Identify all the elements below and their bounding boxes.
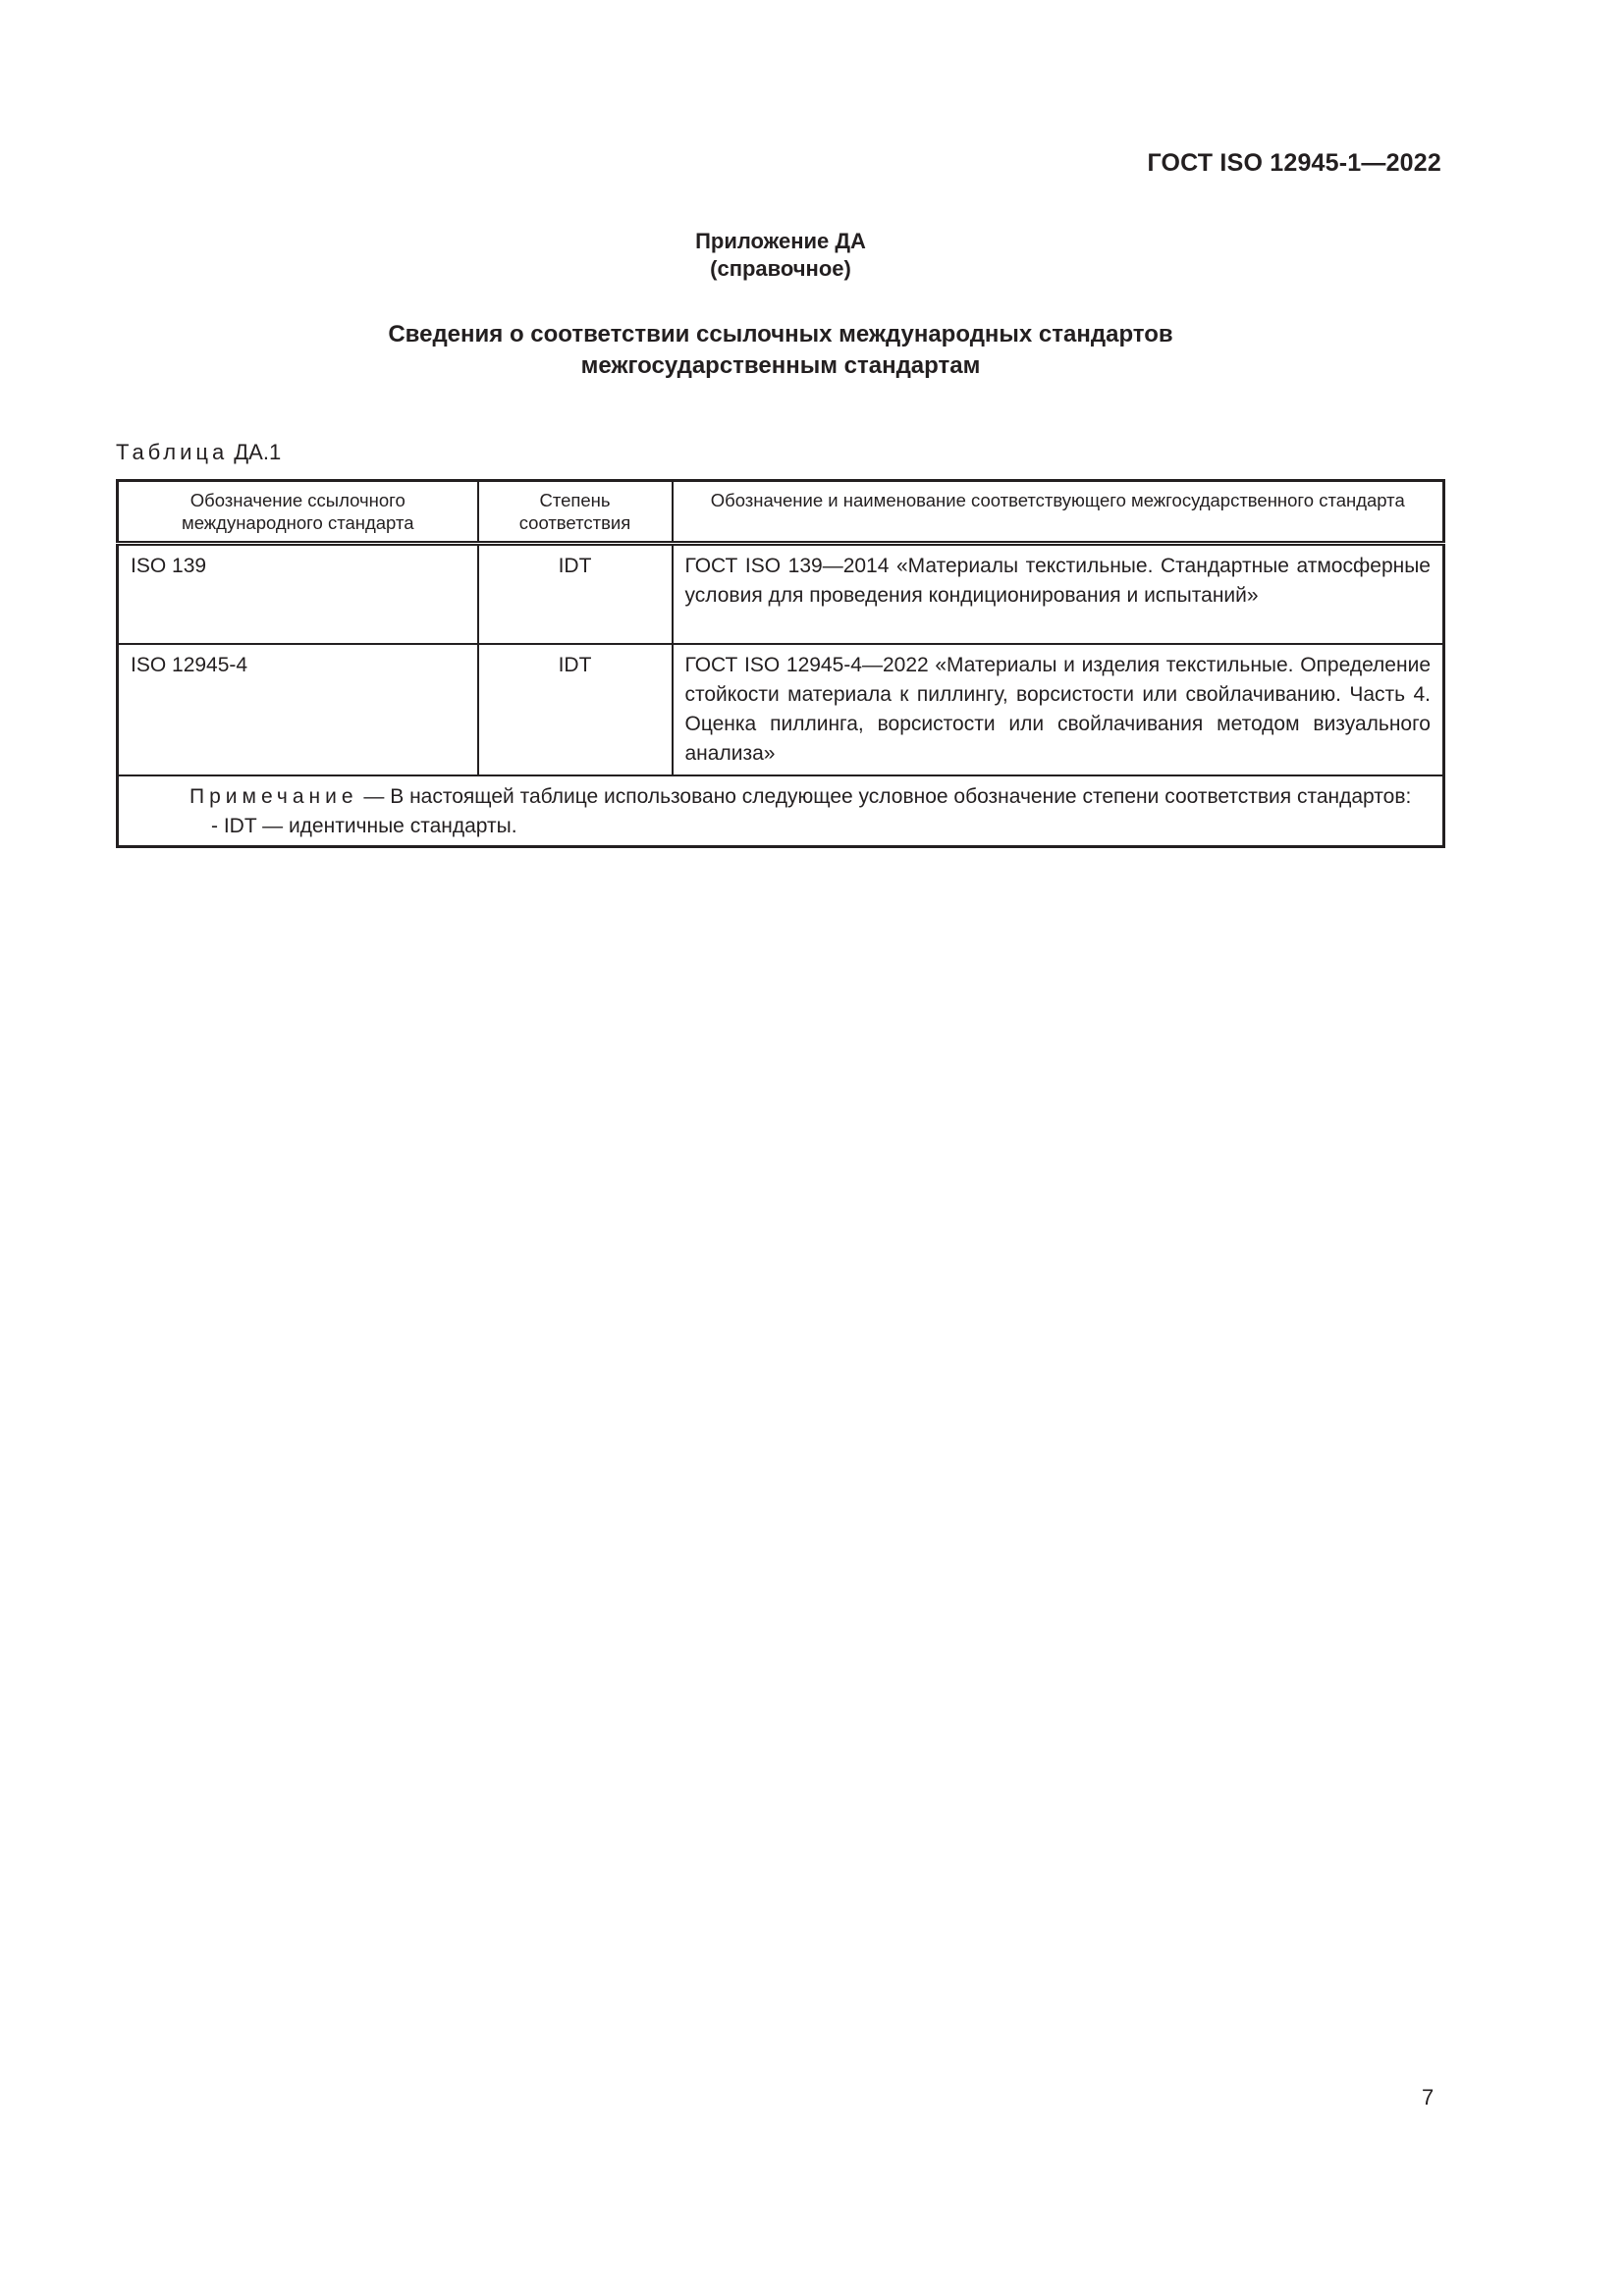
note-body: — В настоящей таблице использовано следующее условное обозначение степени соответствия стандартов: <box>357 785 1412 808</box>
table-note-row <box>118 775 1444 847</box>
column-header-interstate-standard: Обозначение и наименование соответствующего межгосударственного стандарта <box>673 481 1444 544</box>
section-title-line-2: межгосударственным стандартам <box>580 352 981 379</box>
annex-title: Приложение ДА <box>695 229 866 253</box>
table-caption-word: Таблица <box>116 440 229 464</box>
cell-international-standard: ISO 12945-4 <box>118 644 478 775</box>
note-label: Примечание <box>189 785 358 808</box>
annex-kind: (справочное) <box>710 256 851 281</box>
table-row <box>118 544 1444 645</box>
section-title <box>0 319 1561 382</box>
cell-degree: IDT <box>478 544 673 645</box>
standards-correspondence-table <box>116 479 1445 848</box>
page-number: 7 <box>1422 2085 1435 2109</box>
annex-heading <box>0 228 1561 283</box>
cell-interstate-standard: ГОСТ ISO 12945-4—2022 «Материалы и изделия текстильные. Определение стойкости материала к пиллингу, ворсистости или свойлачиванию. Часть 4. Оценка пиллинга, ворсистости или свойлачивания методом визуального анализа» <box>673 644 1444 775</box>
table-row <box>118 644 1444 775</box>
section-title-line-1: Сведения о соответствии ссылочных международных стандартов <box>388 321 1173 347</box>
table-note <box>118 775 1444 847</box>
table-caption-number: ДА.1 <box>234 440 282 464</box>
note-item: - IDT — идентичные стандарты. <box>211 815 517 837</box>
cell-international-standard: ISO 139 <box>118 544 478 645</box>
column-header-international-standard: Обозначение ссылочного международного стандарта <box>118 481 478 544</box>
cell-degree: IDT <box>478 644 673 775</box>
column-header-degree: Степень соответствия <box>478 481 673 544</box>
cell-interstate-standard: ГОСТ ISO 139—2014 «Материалы текстильные. Стандартные атмосферные условия для проведения кондиционирования и испытаний» <box>673 544 1444 645</box>
document-code: ГОСТ ISO 12945-1—2022 <box>1147 149 1441 177</box>
table-caption <box>116 440 281 465</box>
table-header-row <box>118 481 1444 544</box>
note-text <box>131 782 1431 812</box>
